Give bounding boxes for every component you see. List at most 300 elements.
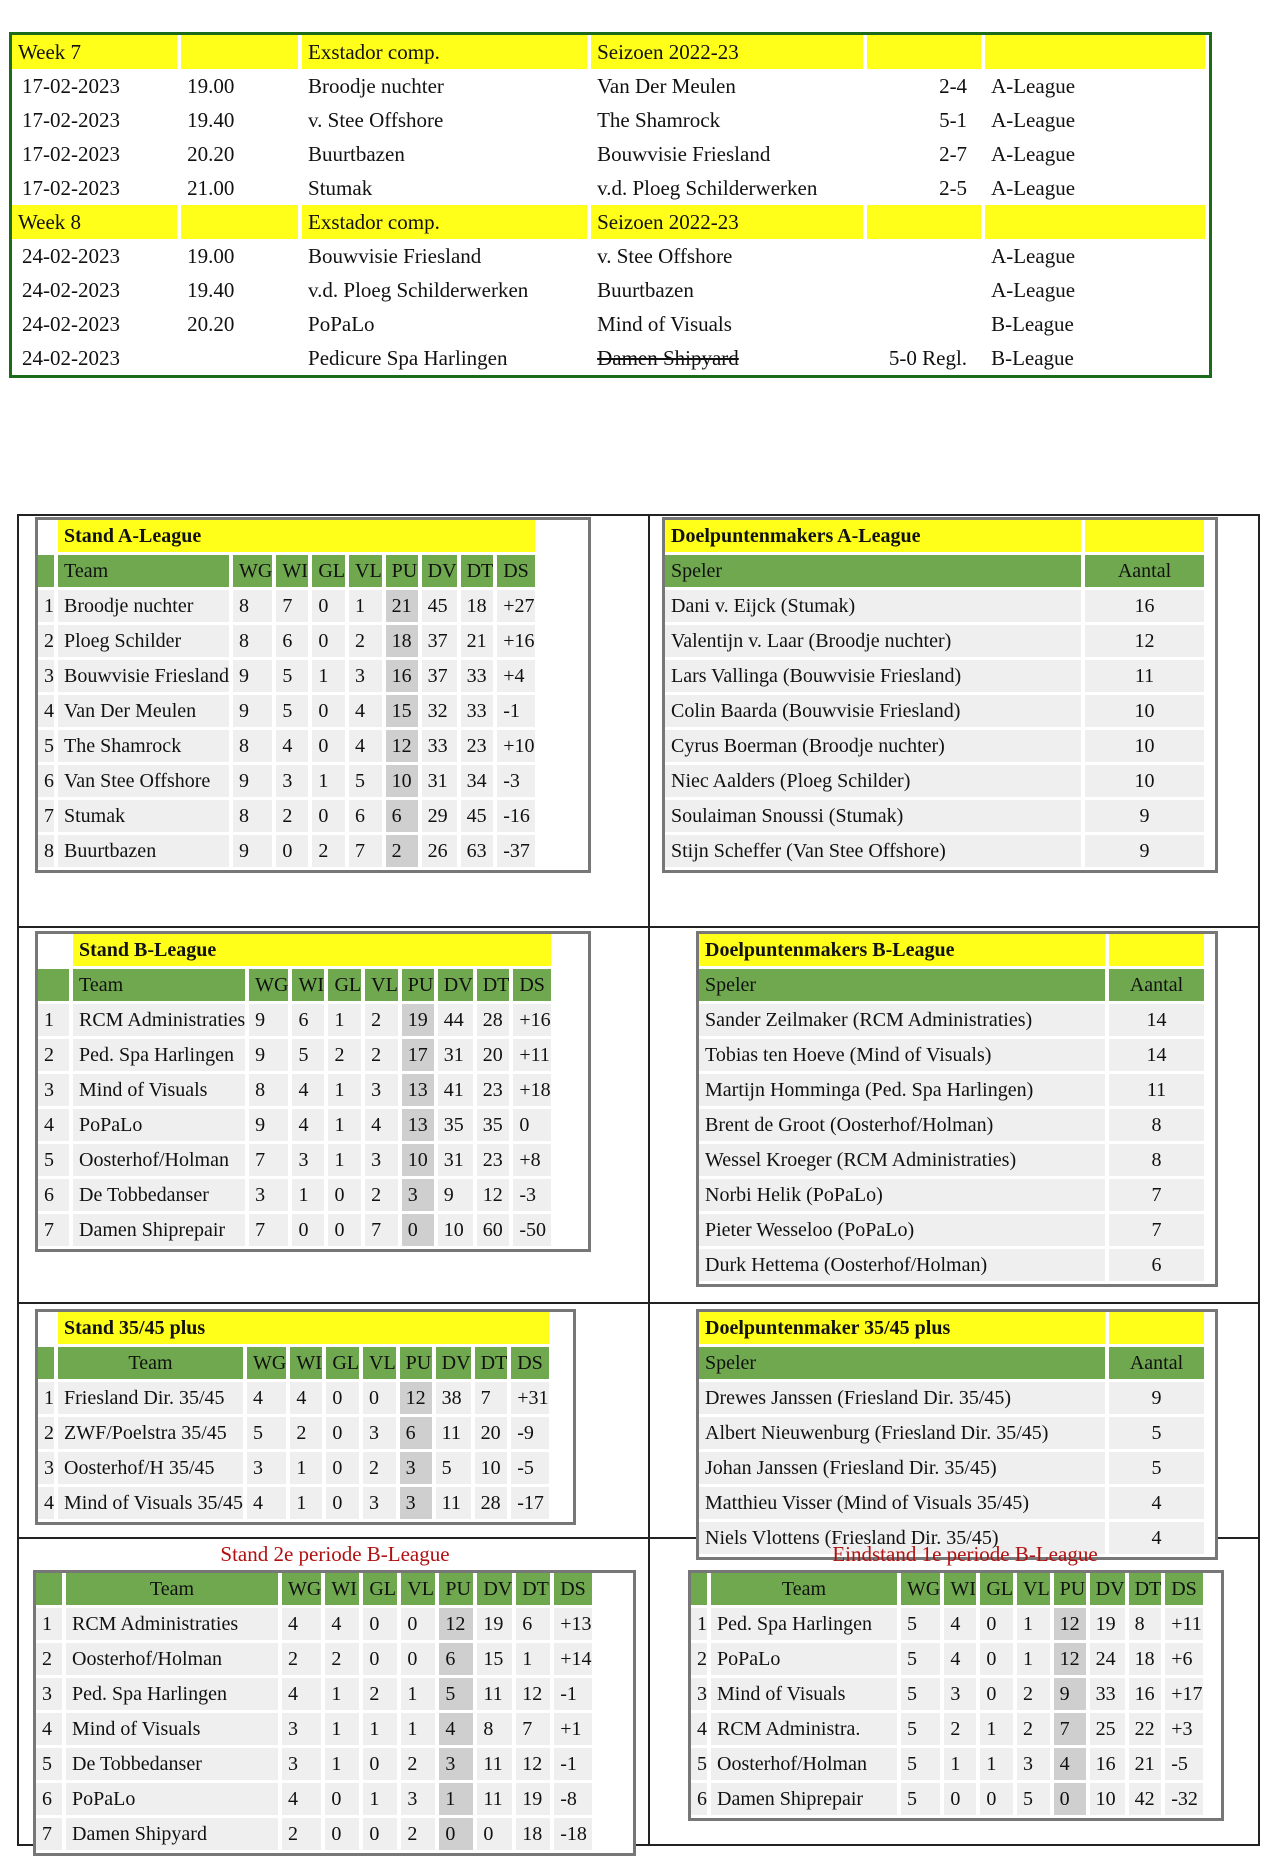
cell-team-name: Damen Shiprepair (711, 1783, 901, 1818)
scorer-goals: 11 (1109, 1074, 1208, 1109)
column-header-dv: DV (436, 1347, 475, 1382)
season-label: Seizoen 2022-23 (591, 205, 867, 239)
away-team: The Shamrock (591, 103, 867, 137)
home-team: Broodje nuchter (302, 69, 591, 103)
cell-goals-for: 26 (422, 835, 461, 870)
scorer-row (699, 1074, 1208, 1109)
cell-won: 4 (292, 1074, 328, 1109)
standings-row (38, 765, 539, 800)
column-header-ds: DS (1165, 1573, 1206, 1608)
cell-goals-against: 63 (461, 835, 498, 870)
scorer-name: Niec Aalders (Ploeg Schilder) (665, 765, 1085, 800)
cell-goals-for: 0 (477, 1818, 516, 1853)
cell-team-name: Mind of Visuals (711, 1678, 901, 1713)
cell-drawn: 0 (312, 730, 349, 765)
cell-team-name: Mind of Visuals (73, 1074, 249, 1109)
cell-rank: 7 (38, 800, 58, 835)
match-time (181, 341, 302, 375)
cell-played: 8 (233, 590, 276, 625)
standings-row (38, 1004, 555, 1039)
match-row (12, 239, 1209, 273)
scorer-row (665, 660, 1208, 695)
standings-row (38, 1144, 555, 1179)
cell-drawn: 0 (980, 1783, 1017, 1818)
period1-title: Eindstand 1e periode B-League (832, 1542, 1098, 1566)
cell-goals-for: 11 (477, 1678, 516, 1713)
scorer-goals: 5 (1109, 1452, 1208, 1487)
cell-won: 4 (944, 1643, 980, 1678)
standings-header-row (38, 1347, 553, 1382)
cell-points: 12 (386, 730, 422, 765)
column-header-dv: DV (477, 1573, 516, 1608)
cell-rank: 5 (38, 730, 58, 765)
title-spacer (38, 1312, 58, 1347)
scorer-name: Dani v. Eijck (Stumak) (665, 590, 1085, 625)
standings-row (38, 1109, 555, 1144)
cell-goal-difference: +14 (554, 1643, 596, 1678)
cell-goal-difference: -16 (497, 800, 538, 835)
cell-goals-for: 45 (422, 590, 461, 625)
cell-lost: 3 (1017, 1748, 1054, 1783)
cell-rank: 4 (38, 695, 58, 730)
column-header-pu: PU (1054, 1573, 1090, 1608)
cell-team-name: Damen Shipyard (66, 1818, 282, 1853)
column-header-gl: GL (312, 555, 349, 590)
cell-drawn: 1 (980, 1713, 1017, 1748)
cell-team-name: Ped. Spa Harlingen (66, 1678, 282, 1713)
cell-points: 10 (402, 1144, 438, 1179)
scorer-row (665, 765, 1208, 800)
week-blank (181, 35, 302, 69)
week-blank (181, 205, 302, 239)
cell-points: 2 (386, 835, 422, 870)
scorer-name: Martijn Homminga (Ped. Spa Harlingen) (699, 1074, 1109, 1109)
cell-drawn: 0 (363, 1643, 401, 1678)
scorer-goals: 4 (1109, 1487, 1208, 1522)
cell-played: 5 (901, 1608, 944, 1643)
column-header-wi: WI (944, 1573, 980, 1608)
cell-points: 4 (439, 1713, 477, 1748)
cell-lost: 2 (365, 1179, 402, 1214)
cell-points: 9 (1054, 1678, 1090, 1713)
match-score (867, 239, 985, 273)
cell-goals-against: 60 (477, 1214, 514, 1249)
cell-goal-difference: +27 (497, 590, 538, 625)
standings-title: Stand 35/45 plus (58, 1312, 553, 1347)
scorer-goals: 8 (1109, 1109, 1208, 1144)
cell-played: 5 (247, 1417, 290, 1452)
column-header-wg: WG (901, 1573, 944, 1608)
standings-row (38, 1487, 553, 1522)
cell-goals-for: 24 (1090, 1643, 1129, 1678)
cell-played: 5 (901, 1713, 944, 1748)
standings-header-row (36, 1573, 596, 1608)
cell-team-name: Bouwvisie Friesland (58, 660, 233, 695)
cell-team-name: Van Der Meulen (58, 695, 233, 730)
cell-goals-for: 31 (438, 1039, 477, 1074)
scorer-name: Stijn Scheffer (Van Stee Offshore) (665, 835, 1085, 870)
cell-points: 3 (439, 1748, 477, 1783)
standings-row (36, 1643, 596, 1678)
standings-row (38, 625, 539, 660)
cell-won: 3 (292, 1144, 328, 1179)
scorer-row (699, 1249, 1208, 1284)
standings-row (38, 730, 539, 765)
scorers-b-league (696, 931, 1218, 1287)
cell-goals-for: 37 (422, 625, 461, 660)
scorers-35-45-plus (696, 1309, 1218, 1560)
cell-played: 7 (249, 1144, 292, 1179)
scorers-title-blank (1085, 520, 1208, 555)
column-header-dt: DT (516, 1573, 554, 1608)
cell-drawn: 0 (326, 1382, 363, 1417)
cell-goals-for: 29 (422, 800, 461, 835)
column-header-player: Speler (699, 969, 1109, 1004)
standings-period2-b-league (33, 1570, 636, 1856)
scorer-name: Soulaiman Snoussi (Stumak) (665, 800, 1085, 835)
cell-goals-against: 7 (516, 1713, 554, 1748)
match-league: A-League (985, 103, 1209, 137)
scorer-goals: 8 (1109, 1144, 1208, 1179)
cell-rank: 2 (36, 1643, 66, 1678)
column-header-dv: DV (438, 969, 477, 1004)
column-header-count: Aantal (1109, 969, 1208, 1004)
scorer-goals: 10 (1085, 730, 1208, 765)
standings-row (691, 1608, 1207, 1643)
match-time: 20.20 (181, 307, 302, 341)
scorer-name: Albert Nieuwenburg (Friesland Dir. 35/45) (699, 1417, 1109, 1452)
cell-drawn: 2 (312, 835, 349, 870)
cell-rank: 3 (36, 1678, 66, 1713)
cell-goals-for: 44 (438, 1004, 477, 1039)
match-score: 5-1 (867, 103, 985, 137)
header-rank-cell (38, 969, 73, 1004)
cell-played: 8 (233, 800, 276, 835)
cell-team-name: PoPaLo (711, 1643, 901, 1678)
cell-team-name: RCM Administraties (66, 1608, 282, 1643)
cell-rank: 6 (38, 765, 58, 800)
standings-row (38, 590, 539, 625)
cell-won: 3 (276, 765, 312, 800)
standings-row (36, 1748, 596, 1783)
away-team: Bouwvisie Friesland (591, 137, 867, 171)
cell-won: 4 (290, 1382, 326, 1417)
cell-lost: 3 (401, 1783, 439, 1818)
scorers-title: Doelpuntenmaker 35/45 plus (699, 1312, 1109, 1347)
title-spacer (38, 934, 73, 969)
standings-period1-b-league (688, 1570, 1224, 1821)
cell-goals-for: 10 (1090, 1783, 1129, 1818)
cell-goal-difference: -1 (497, 695, 538, 730)
standings-row (691, 1643, 1207, 1678)
cell-won: 5 (276, 660, 312, 695)
cell-lost: 3 (365, 1144, 402, 1179)
cell-played: 4 (282, 1678, 325, 1713)
home-team: Pedicure Spa Harlingen (302, 341, 591, 375)
cell-won: 0 (944, 1783, 980, 1818)
cell-rank: 3 (38, 1074, 73, 1109)
cell-goal-difference: -1 (554, 1748, 596, 1783)
standings-row (38, 695, 539, 730)
cell-team-name: Van Stee Offshore (58, 765, 233, 800)
cell-played: 5 (901, 1748, 944, 1783)
scorers-header-row (665, 555, 1208, 590)
home-team: Stumak (302, 171, 591, 205)
match-score: 2-4 (867, 69, 985, 103)
cell-goal-difference: +13 (554, 1608, 596, 1643)
cell-lost: 1 (349, 590, 386, 625)
cell-drawn: 0 (980, 1608, 1017, 1643)
week-blank (867, 205, 985, 239)
match-league: A-League (985, 239, 1209, 273)
cell-goals-against: 33 (461, 695, 498, 730)
match-date: 24-02-2023 (12, 273, 181, 307)
match-time: 21.00 (181, 171, 302, 205)
match-league: A-League (985, 137, 1209, 171)
cell-drawn: 2 (363, 1678, 401, 1713)
cell-goals-against: 42 (1129, 1783, 1166, 1818)
cell-goal-difference: +18 (513, 1074, 555, 1109)
cell-lost: 1 (401, 1678, 439, 1713)
standings-header-row (691, 1573, 1207, 1608)
cell-goals-for: 38 (436, 1382, 475, 1417)
cell-lost: 4 (349, 695, 386, 730)
cell-rank: 1 (38, 1004, 73, 1039)
cell-goals-for: 16 (1090, 1748, 1129, 1783)
standings-title: Stand B-League (73, 934, 555, 969)
cell-won: 1 (325, 1678, 363, 1713)
cell-goal-difference: -18 (554, 1818, 596, 1853)
cell-points: 5 (439, 1678, 477, 1713)
cell-goal-difference: +17 (1165, 1678, 1206, 1713)
cell-won: 2 (276, 800, 312, 835)
column-header-wi: WI (276, 555, 312, 590)
cell-won: 1 (290, 1452, 326, 1487)
scorer-goals: 9 (1085, 800, 1208, 835)
standings-row (38, 1039, 555, 1074)
cell-team-name: Ped. Spa Harlingen (711, 1608, 901, 1643)
match-league: A-League (985, 171, 1209, 205)
cell-points: 12 (1054, 1643, 1090, 1678)
cell-drawn: 1 (363, 1783, 401, 1818)
cell-drawn: 1 (312, 660, 349, 695)
cell-drawn: 0 (326, 1417, 363, 1452)
cell-lost: 0 (363, 1382, 400, 1417)
scorer-goals: 4 (1109, 1522, 1208, 1557)
cell-won: 2 (290, 1417, 326, 1452)
cell-rank: 4 (691, 1713, 711, 1748)
match-league: A-League (985, 69, 1209, 103)
cell-goal-difference: +11 (513, 1039, 555, 1074)
cell-won: 6 (292, 1004, 328, 1039)
cell-drawn: 1 (328, 1109, 365, 1144)
cell-played: 9 (233, 660, 276, 695)
cell-rank: 3 (38, 1452, 58, 1487)
cell-won: 0 (325, 1818, 363, 1853)
cell-team-name: Broodje nuchter (58, 590, 233, 625)
cell-goals-against: 7 (475, 1382, 512, 1417)
week-blank (985, 35, 1209, 69)
cell-team-name: Buurtbazen (58, 835, 233, 870)
scorer-row (665, 695, 1208, 730)
cell-team-name: Ploeg Schilder (58, 625, 233, 660)
cell-points: 16 (386, 660, 422, 695)
cell-lost: 7 (349, 835, 386, 870)
scorer-row (699, 1487, 1208, 1522)
scorers-title-row (665, 520, 1208, 555)
scorer-name: Valentijn v. Laar (Broodje nuchter) (665, 625, 1085, 660)
cell-goal-difference: -37 (497, 835, 538, 870)
cell-goal-difference: +10 (497, 730, 538, 765)
cell-lost: 2 (363, 1452, 400, 1487)
cell-rank: 5 (36, 1748, 66, 1783)
scorer-name: Matthieu Visser (Mind of Visuals 35/45) (699, 1487, 1109, 1522)
column-header-ds: DS (513, 969, 555, 1004)
cell-played: 4 (247, 1382, 290, 1417)
scorer-name: Durk Hettema (Oosterhof/Holman) (699, 1249, 1109, 1284)
column-header-ds: DS (511, 1347, 553, 1382)
grid-frame-left (17, 514, 19, 1846)
cell-won: 7 (276, 590, 312, 625)
cell-goal-difference: -3 (513, 1179, 555, 1214)
cell-drawn: 1 (980, 1748, 1017, 1783)
match-score: 2-5 (867, 171, 985, 205)
cell-drawn: 1 (328, 1144, 365, 1179)
week-header-row (12, 205, 1209, 239)
cell-goals-against: 8 (1129, 1608, 1166, 1643)
scorer-row (665, 835, 1208, 870)
column-header-dv: DV (422, 555, 461, 590)
cell-lost: 2 (1017, 1713, 1054, 1748)
match-date: 24-02-2023 (12, 341, 181, 375)
scorer-name: Pieter Wesseloo (PoPaLo) (699, 1214, 1109, 1249)
match-time: 20.20 (181, 137, 302, 171)
cell-goals-against: 34 (461, 765, 498, 800)
away-team: Damen Shipyard (591, 341, 867, 375)
standings-row (38, 1214, 555, 1249)
cell-lost: 1 (1017, 1608, 1054, 1643)
column-header-wg: WG (282, 1573, 325, 1608)
cell-goal-difference: -9 (511, 1417, 553, 1452)
standings-row (38, 660, 539, 695)
cell-played: 3 (282, 1748, 325, 1783)
away-team: v.d. Ploeg Schilderwerken (591, 171, 867, 205)
cell-won: 4 (944, 1608, 980, 1643)
cell-rank: 3 (38, 660, 58, 695)
cell-goal-difference: -17 (511, 1487, 553, 1522)
cell-goals-for: 32 (422, 695, 461, 730)
scorer-goals: 7 (1109, 1179, 1208, 1214)
home-team: Bouwvisie Friesland (302, 239, 591, 273)
scorers-title-row (699, 1312, 1208, 1347)
cell-goal-difference: -50 (513, 1214, 555, 1249)
scorer-name: Tobias ten Hoeve (Mind of Visuals) (699, 1039, 1109, 1074)
scorer-name: Cyrus Boerman (Broodje nuchter) (665, 730, 1085, 765)
cell-goals-for: 11 (436, 1417, 475, 1452)
cell-points: 3 (400, 1487, 436, 1522)
cell-drawn: 0 (980, 1678, 1017, 1713)
cell-played: 9 (233, 695, 276, 730)
scorer-name: Brent de Groot (Oosterhof/Holman) (699, 1109, 1109, 1144)
cell-won: 4 (276, 730, 312, 765)
cell-played: 9 (249, 1004, 292, 1039)
cell-rank: 2 (38, 625, 58, 660)
standings-row (38, 1417, 553, 1452)
cell-points: 18 (386, 625, 422, 660)
cell-played: 4 (282, 1608, 325, 1643)
cell-played: 9 (249, 1109, 292, 1144)
scorer-goals: 14 (1109, 1039, 1208, 1074)
column-header-wg: WG (249, 969, 292, 1004)
cell-points: 3 (400, 1452, 436, 1487)
scorer-goals: 7 (1109, 1214, 1208, 1249)
match-date: 17-02-2023 (12, 137, 181, 171)
scorer-row (699, 1452, 1208, 1487)
cell-played: 3 (282, 1713, 325, 1748)
week-label: Week 7 (12, 35, 181, 69)
scorer-row (665, 730, 1208, 765)
column-header-dt: DT (1129, 1573, 1166, 1608)
cell-rank: 1 (36, 1608, 66, 1643)
cell-team-name: The Shamrock (58, 730, 233, 765)
cell-goal-difference: +16 (497, 625, 538, 660)
cell-won: 1 (292, 1179, 328, 1214)
cell-goals-against: 23 (461, 730, 498, 765)
cell-goals-for: 11 (477, 1748, 516, 1783)
week-blank (985, 205, 1209, 239)
cell-goals-against: 28 (477, 1004, 514, 1039)
cell-lost: 3 (349, 660, 386, 695)
header-rank-cell (38, 1347, 58, 1382)
cell-lost: 7 (365, 1214, 402, 1249)
away-team: v. Stee Offshore (591, 239, 867, 273)
competition-label: Exstador comp. (302, 35, 591, 69)
cell-goal-difference: +16 (513, 1004, 555, 1039)
cell-points: 7 (1054, 1713, 1090, 1748)
match-date: 17-02-2023 (12, 103, 181, 137)
cell-team-name: PoPaLo (73, 1109, 249, 1144)
scorers-header-row (699, 1347, 1208, 1382)
home-team: v.d. Ploeg Schilderwerken (302, 273, 591, 307)
standings-row (38, 1382, 553, 1417)
cell-drawn: 1 (328, 1074, 365, 1109)
cell-goals-against: 6 (516, 1608, 554, 1643)
cell-goal-difference: -32 (1165, 1783, 1206, 1818)
cell-drawn: 0 (312, 695, 349, 730)
cell-points: 0 (402, 1214, 438, 1249)
cell-rank: 8 (38, 835, 58, 870)
cell-rank: 6 (691, 1783, 711, 1818)
cell-team-name: ZWF/Poelstra 35/45 (58, 1417, 247, 1452)
cell-goals-for: 41 (438, 1074, 477, 1109)
standings-row (36, 1783, 596, 1818)
scorer-row (699, 1144, 1208, 1179)
cell-points: 0 (1054, 1783, 1090, 1818)
home-team: v. Stee Offshore (302, 103, 591, 137)
cell-lost: 0 (401, 1608, 439, 1643)
cell-points: 6 (386, 800, 422, 835)
match-time: 19.00 (181, 239, 302, 273)
cell-goals-against: 16 (1129, 1678, 1166, 1713)
match-row (12, 171, 1209, 205)
standings-row (691, 1678, 1207, 1713)
scorer-row (665, 625, 1208, 660)
match-time: 19.40 (181, 103, 302, 137)
cell-goals-for: 33 (1090, 1678, 1129, 1713)
column-header-team: Team (58, 1347, 247, 1382)
cell-points: 3 (402, 1179, 438, 1214)
cell-team-name: Mind of Visuals (66, 1713, 282, 1748)
